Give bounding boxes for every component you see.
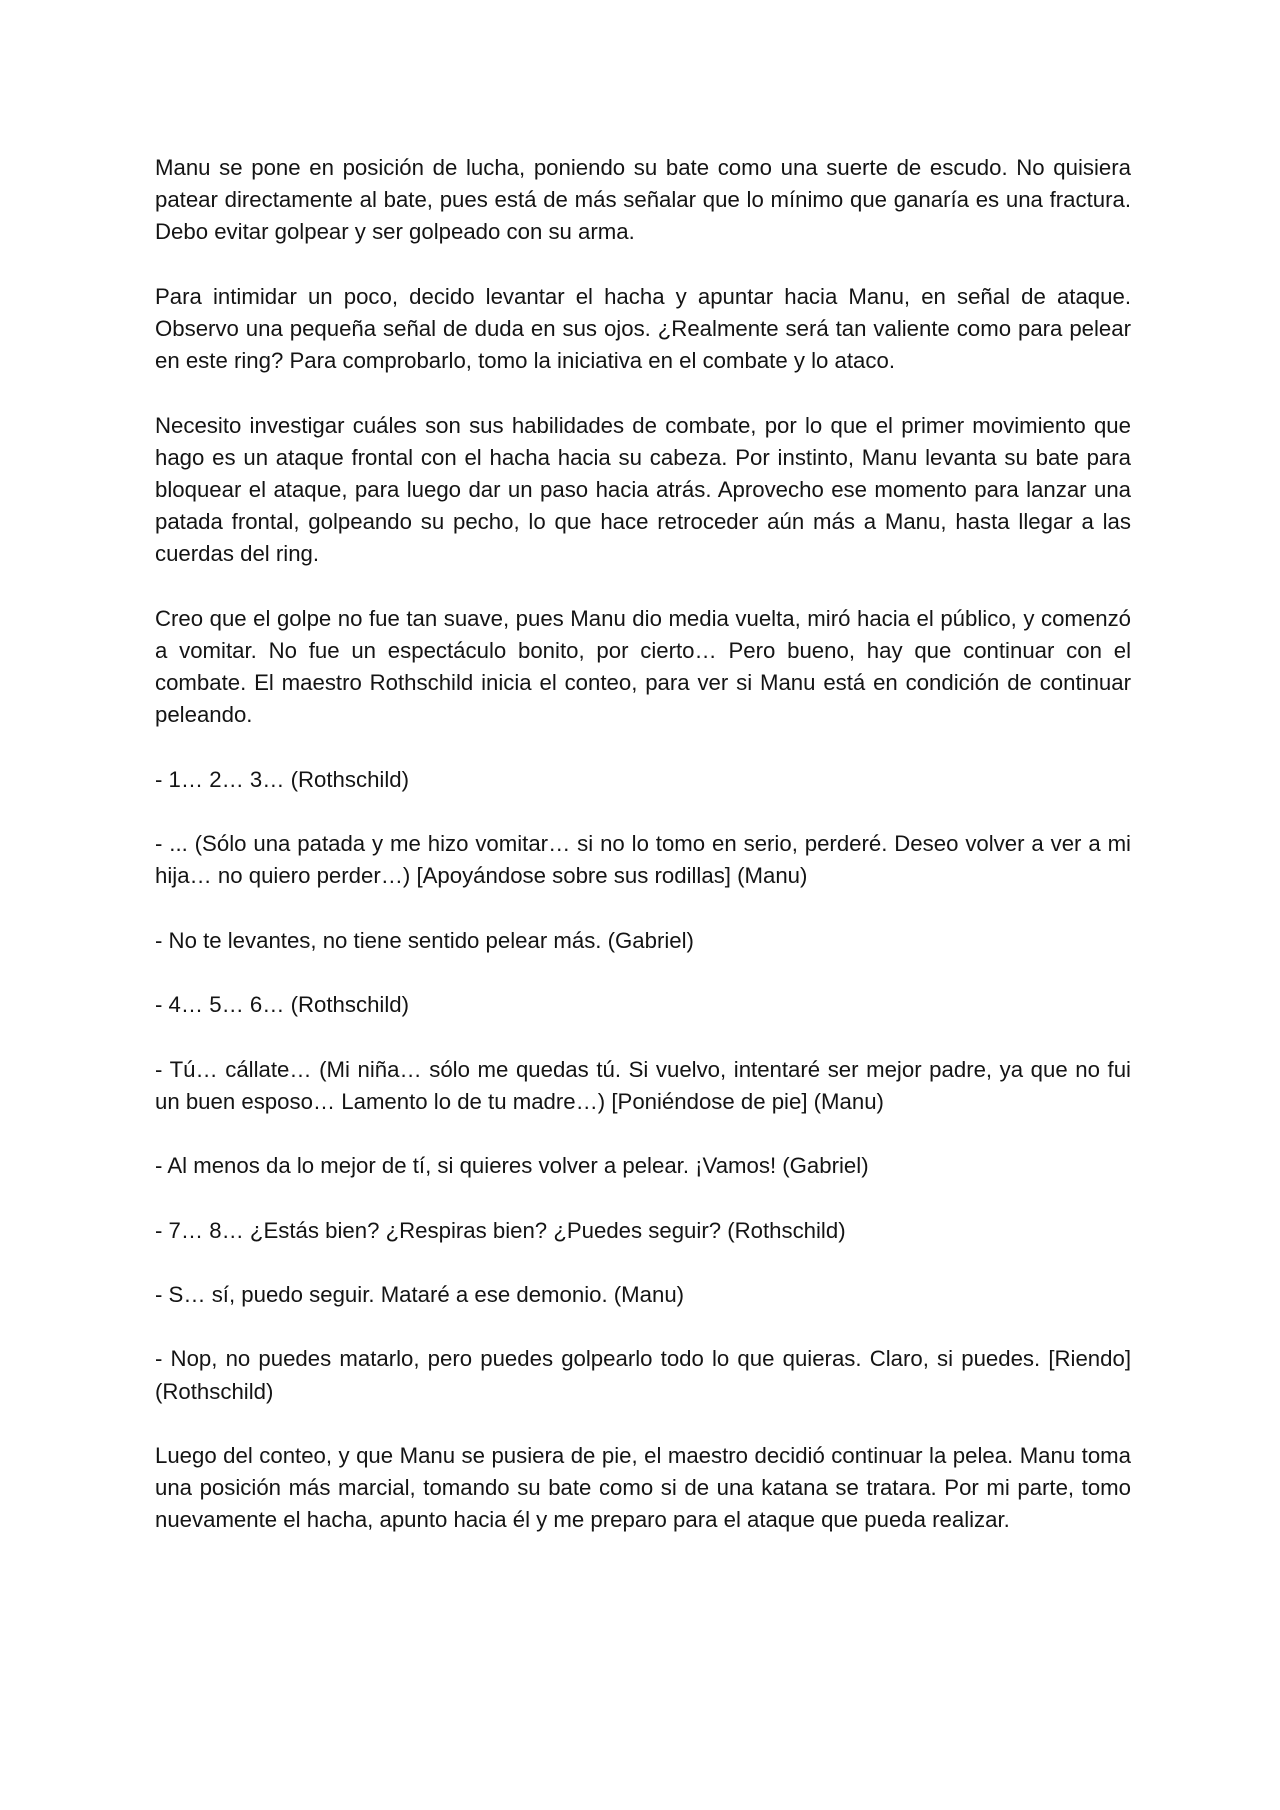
paragraph-2: Para intimidar un poco, decido levantar el hacha y apuntar hacia Manu, en señal de ataque. Observo una pequeña señal de duda en sus ojos. ¿Realmente será tan valiente como para pelear en este ring? Para comprobarlo, tomo la iniciativa en el combate y lo ataco. xyxy=(155,283,1131,374)
dialogue-line-1: - 1… 2… 3… (Rothschild) xyxy=(155,766,409,792)
paragraph-5: Luego del conteo, y que Manu se pusiera de pie, el maestro decidió continuar la pelea. Manu toma una posición más marcial, tomando su bate como si de una katana se tratara. Por mi parte, tomo nuevamente el hacha, apunto hacia él y me preparo para el ataque que pueda realizar. xyxy=(155,1442,1131,1533)
paragraph-3: Necesito investigar cuáles son sus habilidades de combate, por lo que el primer movimiento que hago es un ataque frontal con el hacha hacia su cabeza. Por instinto, Manu levanta su bate para bloquear el ataque, para luego dar un paso hacia atrás. Aprovecho ese momento para lanzar una patada frontal, golpeando su pecho, lo que hace retroceder aún más a Manu, hasta llegar a las cuerdas del ring. xyxy=(155,412,1131,567)
dialogue-line-6: - Al menos da lo mejor de tí, si quieres volver a pelear. ¡Vamos! (Gabriel) xyxy=(155,1153,869,1179)
dialogue-line-7: - 7… 8… ¿Estás bien? ¿Respiras bien? ¿Puedes seguir? (Rothschild) xyxy=(155,1217,846,1243)
document-body xyxy=(155,152,1131,1537)
dialogue-line-3: - No te levantes, no tiene sentido pelear más. (Gabriel) xyxy=(155,927,694,953)
dialogue-line-5: - Tú… cállate… (Mi niña… sólo me quedas tú. Si vuelvo, intentaré ser mejor padre, ya que no fui un buen esposo… Lamento lo de tu madre…) [Poniéndose de pie] (Manu) xyxy=(155,1056,1131,1114)
dialogue-line-4: - 4… 5… 6… (Rothschild) xyxy=(155,992,409,1018)
paragraph-4: Creo que el golpe no fue tan suave, pues Manu dio media vuelta, miró hacia el público, y comenzó a vomitar. No fue un espectáculo bonito, por cierto… Pero bueno, hay que continuar con el combate. El maestro Rothschild inicia el conteo, para ver si Manu está en condición de continuar peleando. xyxy=(155,605,1131,728)
dialogue-line-8: - S… sí, puedo seguir. Mataré a ese demonio. (Manu) xyxy=(155,1281,685,1307)
paragraph-1: Manu se pone en posición de lucha, poniendo su bate como una suerte de escudo. No quisiera patear directamente al bate, pues está de más señalar que lo mínimo que ganaría es una fractura. Debo evitar golpear y ser golpeado con su arma. xyxy=(155,155,1131,245)
dialogue-line-9: - Nop, no puedes matarlo, pero puedes golpearlo todo lo que quieras. Claro, si puedes. [Riendo] (Rothschild) xyxy=(155,1346,1131,1404)
dialogue-line-2: - ... (Sólo una patada y me hizo vomitar… si no lo tomo en serio, perderé. Deseo volver a ver a mi hija… no quiero perder…) [Apoyándose sobre sus rodillas] (Manu) xyxy=(155,831,1131,889)
